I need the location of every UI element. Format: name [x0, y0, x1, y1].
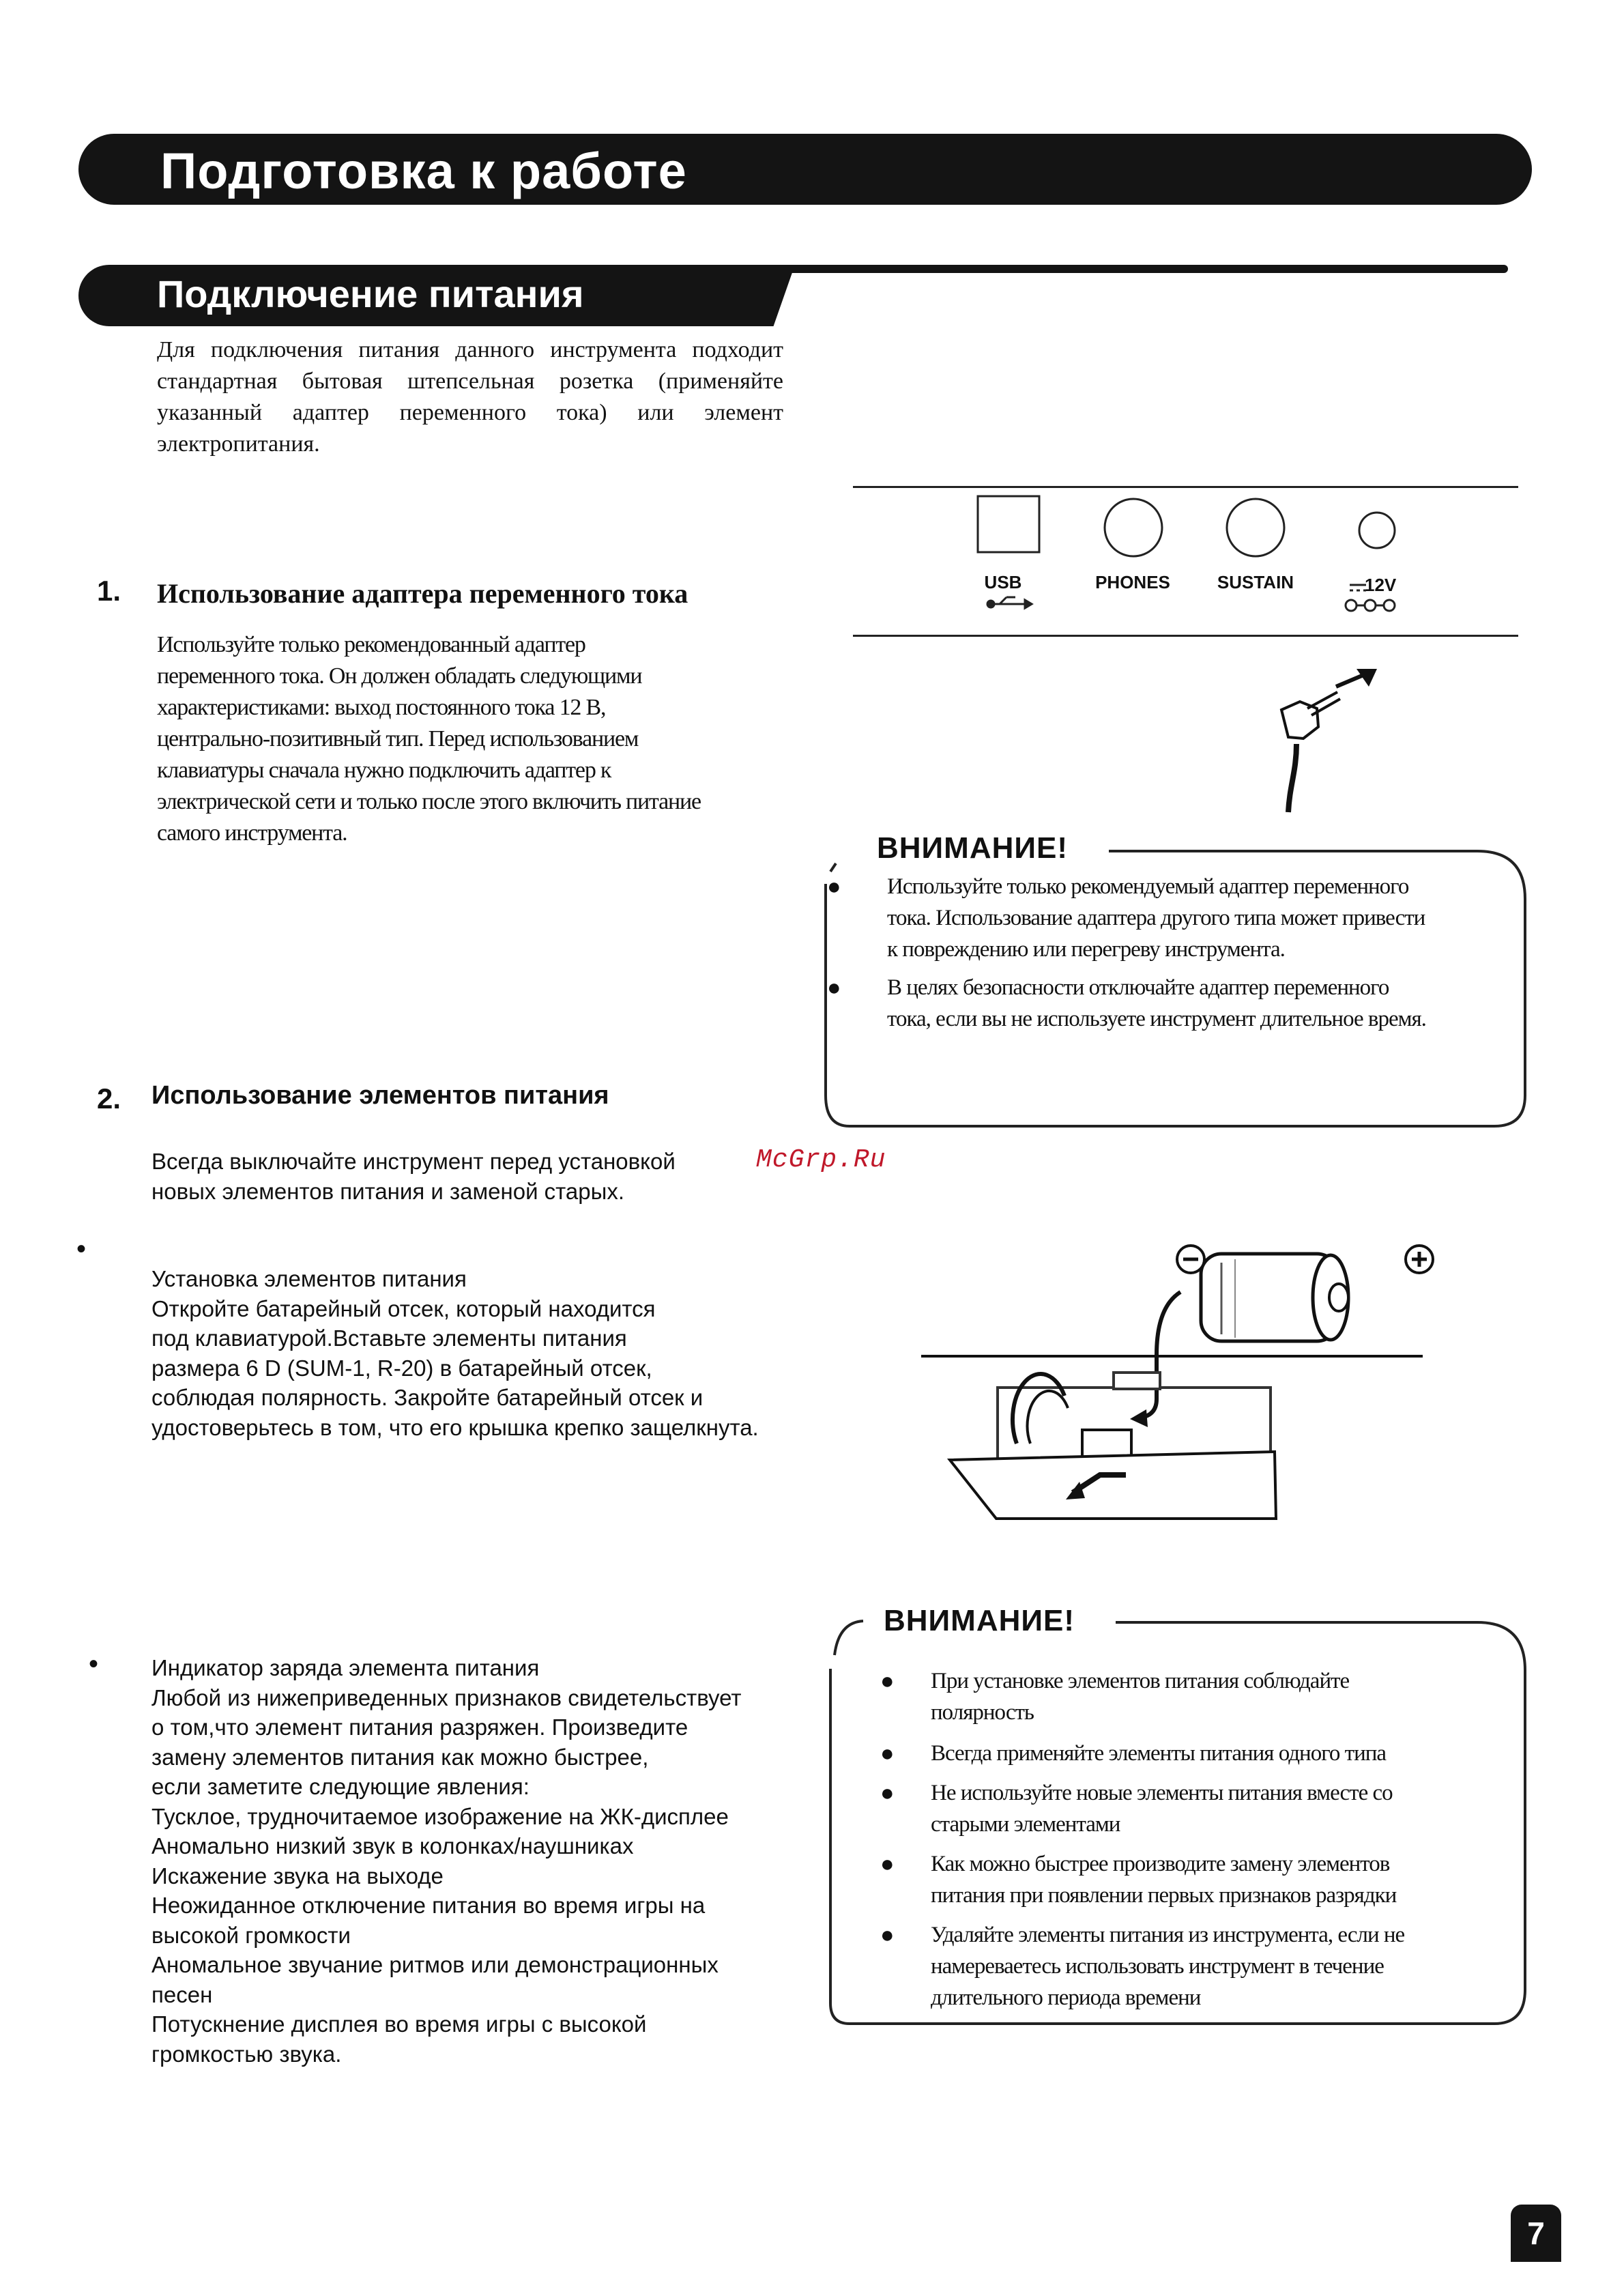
bullet-icon: ● — [880, 1668, 895, 1694]
battery-icon — [1201, 1254, 1348, 1341]
text-line: громкостью звука. — [151, 2041, 342, 2067]
text-line: переменного тока. Он должен обладать следующими — [157, 663, 642, 689]
text-line: При установке элементов питания соблюдайте — [931, 1669, 1350, 1693]
usb-port-icon — [978, 496, 1039, 552]
section-header-rule — [785, 265, 1508, 273]
usb-symbol-icon — [987, 597, 1032, 608]
text-line: намереваетесь использовать инструмент в течение — [931, 1954, 1384, 1979]
text-line: характеристиками: выход постоянного тока 12 В, — [157, 695, 606, 720]
bullet-icon: ● — [827, 874, 841, 900]
plug-body-icon — [1281, 702, 1318, 738]
bullet-icon: ● — [827, 975, 841, 1001]
port-label-12v: 12V — [1365, 575, 1397, 595]
sustain-jack-icon — [1227, 499, 1284, 556]
panel-bottom-line — [853, 635, 1518, 637]
caution2-item — [931, 1738, 1518, 1769]
bullet-icon: ● — [880, 1780, 895, 1806]
caution-title-1: ВНИМАНИЕ! — [877, 831, 1069, 865]
text-line: под клавиатурой.Вставьте элементы питания — [151, 1325, 627, 1351]
text-line: длительного периода времени — [931, 1985, 1201, 2010]
caution1-item — [887, 972, 1522, 1035]
text-line: Аномальное звучание ритмов или демонстрационных — [151, 1952, 719, 1977]
text-line: Любой из нижеприведенных признаков свидетельствует — [151, 1684, 742, 1710]
text-line: Неожиданное отключение питания во время игры на — [151, 1893, 706, 1918]
text-line: Индикатор заряда элемента питания — [151, 1655, 540, 1680]
text-line: удостоверьтесь в том, что его крышка крепко защелкнута. — [151, 1414, 759, 1440]
text-line: Как можно быстрее производите замену элементов — [931, 1852, 1390, 1876]
page-title: Подготовка к работе — [160, 143, 687, 199]
text-line: В целях безопасности отключайте адаптер переменного — [887, 975, 1389, 1000]
adapter-heading: Использование адаптера переменного тока — [157, 578, 688, 609]
text-line: замену элементов питания как можно быстрее, — [151, 1744, 649, 1770]
intro-paragraph: Для подключения питания данного инструмента подходит стандартная бытовая штепсельная розетка (применяйте указанный адаптер переменного тока) или элемент электропитания. — [157, 337, 783, 457]
text-line: песен — [151, 1981, 213, 2007]
text-line: размера 6 D (SUM-1, R-20) в батарейный отсек, — [151, 1355, 652, 1381]
page-number: 7 — [1511, 2205, 1561, 2262]
caution2-item — [931, 1665, 1518, 1728]
rear-panel-diagram — [853, 488, 1518, 635]
section-title: Подключение питания — [157, 272, 584, 315]
caution2-item — [931, 1777, 1518, 1840]
text-line: если заметите следующие явления: — [151, 1774, 530, 1799]
caution2-item — [931, 1848, 1518, 1911]
batteries-warning — [151, 1147, 779, 1206]
caution2-item — [931, 1919, 1518, 2012]
text-line: о том,что элемент питания разряжен. Произведите — [151, 1714, 688, 1740]
text-line: соблюдая полярность. Закройте батарейный отсек и — [151, 1385, 704, 1410]
text-line: электрической сети и только после этого включить питание — [157, 789, 701, 814]
text-line: новых элементов питания и заменой старых. — [151, 1178, 625, 1204]
port-label-usb: USB — [984, 572, 1022, 592]
text-line: Установка элементов питания — [151, 1266, 467, 1291]
battery-illustration — [921, 1239, 1453, 1532]
bullet-icon: ● — [880, 1740, 895, 1766]
batteries-heading: Использование элементов питания — [151, 1081, 609, 1110]
text-line: Тусклое, трудночитаемое изображение на ЖК-дисплее — [151, 1803, 729, 1829]
text-line: высокой громкости — [151, 1922, 351, 1948]
adapter-plug-illustration — [1269, 662, 1392, 819]
caution1-item — [887, 871, 1522, 965]
battery-compartment-icon — [950, 1373, 1276, 1519]
text-line: Всегда применяйте элементы питания одного типа — [931, 1741, 1387, 1766]
text-line: Не используйте новые элементы питания вместе со — [931, 1781, 1393, 1805]
battery-indicator-info — [151, 1653, 834, 2069]
watermark: McGrp.Ru — [756, 1145, 886, 1175]
text-line: тока, если вы не используете инструмент длительное время. — [887, 1007, 1426, 1031]
text-line: Используйте только рекомендуемый адаптер переменного — [887, 874, 1409, 899]
text-line: Всегда выключайте инструмент перед установкой — [151, 1149, 676, 1174]
text-line: питания при появлении первых признаков разрядки — [931, 1883, 1397, 1908]
step-number: 1. — [97, 575, 121, 607]
port-label-phones: PHONES — [1095, 572, 1170, 592]
phones-jack-icon — [1105, 499, 1162, 556]
text-line: к повреждению или перегреву инструмента. — [887, 937, 1285, 962]
text-line: полярность — [931, 1700, 1034, 1725]
caution-title-2: ВНИМАНИЕ! — [884, 1604, 1075, 1637]
text-line: клавиатуры сначала нужно подключить адаптер к — [157, 758, 611, 783]
dc-jack-icon — [1359, 513, 1395, 548]
text-line: Потускнение дисплея во время игры с высокой — [151, 2011, 647, 2037]
text-line: самого инструмента. — [157, 820, 347, 846]
bullet-icon: ● — [880, 1851, 895, 1877]
port-label-sustain: SUSTAIN — [1217, 572, 1294, 592]
arrow-icon — [1130, 1409, 1148, 1427]
bullet-icon: ● — [880, 1922, 895, 1948]
text-line: Удаляйте элементы питания из инструмента, если не — [931, 1923, 1405, 1947]
text-line: центрально-позитивный тип. Перед использованием — [157, 726, 639, 751]
text-line: Аномально низкий звук в колонках/наушниках — [151, 1833, 634, 1859]
text-line: старыми элементами — [931, 1812, 1120, 1837]
bullet-icon: • — [76, 1234, 87, 1264]
step-number: 2. — [97, 1082, 121, 1115]
install-instructions — [151, 1264, 868, 1442]
text-line: тока. Использование адаптера другого типа может привести — [887, 906, 1425, 930]
text-line: Искажение звука на выходе — [151, 1863, 444, 1889]
bullet-icon: • — [89, 1649, 99, 1679]
text-line: Откройте батарейный отсек, который находится — [151, 1295, 656, 1321]
adapter-paragraph — [157, 629, 785, 849]
text-line: Используйте только рекомендованный адаптер — [157, 632, 585, 657]
